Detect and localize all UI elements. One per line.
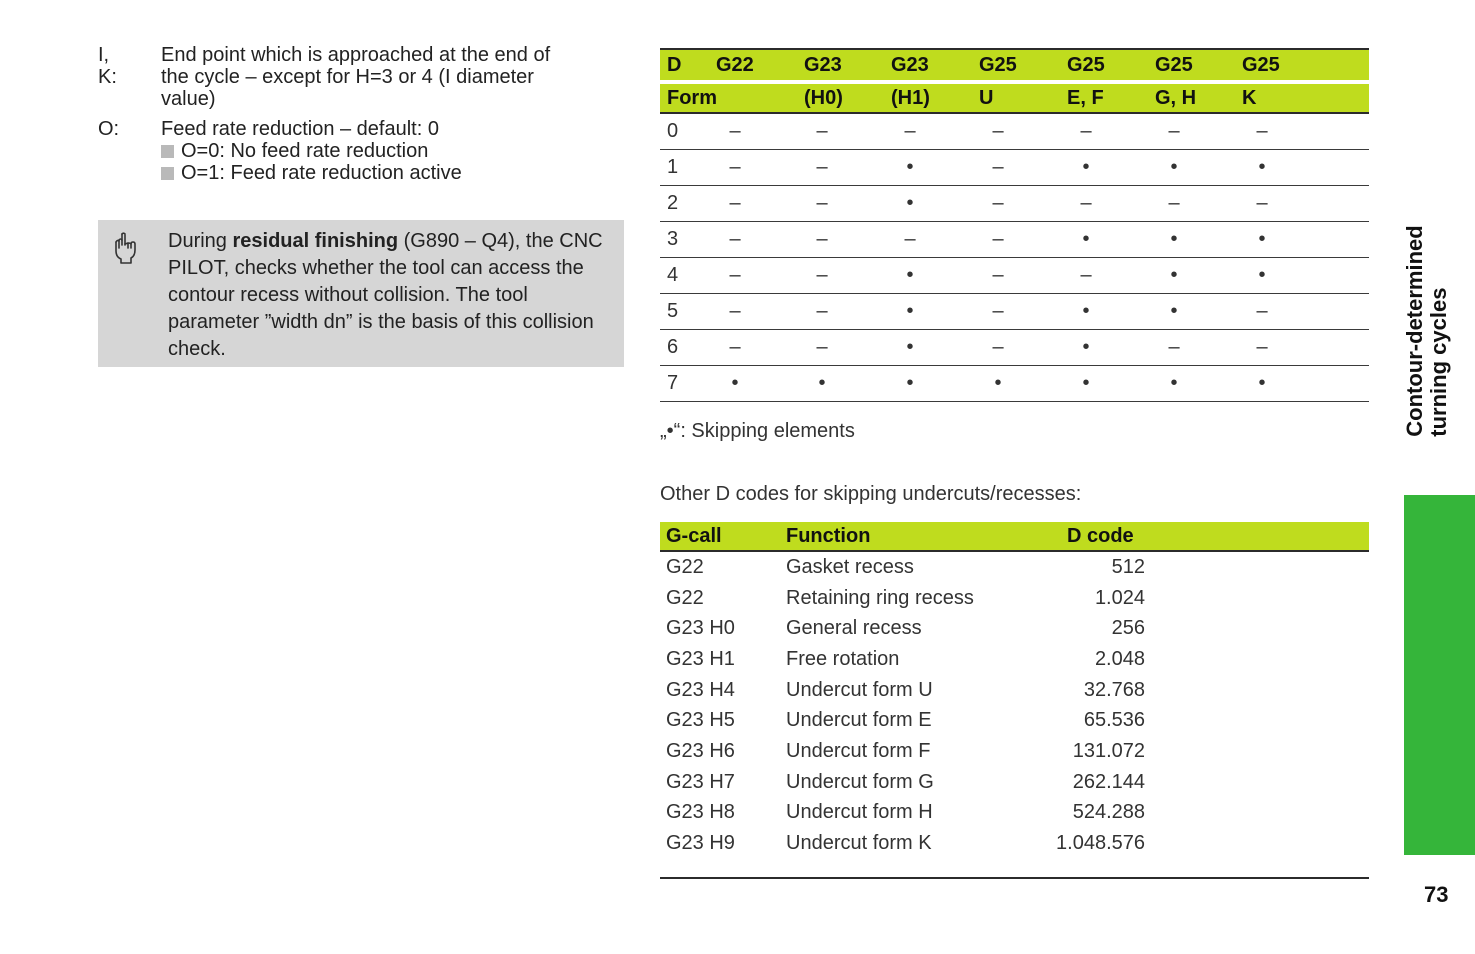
table-cell: • (906, 372, 914, 394)
param-desc-line: value) (161, 88, 216, 110)
table-header-cell: G23 (891, 53, 929, 76)
table-cell: – (1168, 120, 1180, 142)
table-header-cell: D code (1067, 524, 1134, 547)
note-box (98, 220, 624, 367)
table-row (660, 828, 1369, 859)
table-cell: • (818, 372, 826, 394)
table-row (660, 675, 1369, 706)
table-cell: • (906, 264, 914, 286)
table-cell: G23 H8 (666, 801, 735, 824)
param-desc-o (161, 118, 621, 184)
note-bold-term: residual finishing (232, 230, 399, 252)
table-cell: 2 (667, 192, 679, 214)
table-header-cell: G22 (716, 53, 754, 76)
chapter-title (1395, 200, 1459, 462)
table-header-cell: G-call (666, 524, 722, 547)
table-cell: • (1082, 336, 1090, 358)
table-body (660, 552, 1369, 859)
table-cell: • (1258, 372, 1266, 394)
table-cell: 6 (667, 336, 679, 358)
list-item-text: O=1: Feed rate reduction active (181, 162, 462, 184)
table-cell: – (1256, 300, 1268, 322)
note-text: During residual finishing (G890 – Q4), the CNC PILOT, checks whether the tool can access the contour recess without collision. The tool parameter ”width dn” is the basis of this collision check. (168, 230, 603, 360)
table-cell: • (906, 156, 914, 178)
table-row (660, 150, 1369, 186)
table-cell: – (816, 228, 828, 250)
table-cell: 32.768 (1083, 678, 1145, 701)
table-row (660, 114, 1369, 150)
table-cell: Undercut form U (786, 678, 933, 701)
table-body (660, 114, 1369, 402)
chapter-title-line: turning cycles (1426, 287, 1451, 437)
table-cell: Undercut form K (786, 832, 932, 855)
table-header-cell: G, H (1155, 86, 1197, 109)
table-header-cell: K (1242, 86, 1257, 109)
table-cell: Undercut form H (786, 801, 933, 824)
param-desc-line: Feed rate reduction – default: 0 (161, 118, 439, 140)
param-desc-line: End point which is approached at the end of (161, 44, 551, 66)
list-item (161, 140, 621, 162)
table-cell: – (992, 192, 1004, 214)
table-cell: 2.048 (1094, 647, 1145, 670)
chapter-title-line: Contour-determined (1402, 225, 1427, 437)
table-header-cell: G25 (1155, 53, 1193, 76)
table-legend: „•“: Skipping elements (660, 420, 855, 442)
table-cell: – (1168, 336, 1180, 358)
table-cell: • (1170, 156, 1178, 178)
table-cell: – (904, 120, 916, 142)
table-cell: – (816, 264, 828, 286)
table-header-cell: (H0) (804, 86, 843, 109)
table-cell: – (816, 300, 828, 322)
table-cell: • (1258, 156, 1266, 178)
table-cell: • (994, 372, 1002, 394)
table-cell: – (816, 336, 828, 358)
table-cell: • (1170, 264, 1178, 286)
table-cell: • (1258, 264, 1266, 286)
table-header-cell: Function (786, 524, 871, 547)
table-cell: • (1082, 300, 1090, 322)
table-row (660, 644, 1369, 675)
table-cell: – (729, 300, 741, 322)
table-cell: General recess (786, 617, 922, 640)
table-header-cell: G25 (1067, 53, 1105, 76)
table-cell: 512 (1111, 555, 1145, 578)
table-cell: Undercut form G (786, 770, 934, 793)
table-cell: – (1256, 192, 1268, 214)
table-header-cell: (H1) (891, 86, 930, 109)
table-cell: – (729, 264, 741, 286)
table-cell: Undercut form E (786, 709, 932, 732)
table-cell: G22 (666, 555, 704, 578)
table-cell: – (729, 228, 741, 250)
table-row (660, 583, 1369, 614)
table-cell: – (729, 192, 741, 214)
table-cell: • (1082, 228, 1090, 250)
table-cell: – (1080, 120, 1092, 142)
list-item-text: O=0: No feed rate reduction (181, 140, 429, 162)
table-cell: 524.288 (1072, 801, 1145, 824)
table-row (660, 366, 1369, 402)
table-cell: • (1170, 372, 1178, 394)
param-desc-ik (161, 44, 621, 110)
list-item (161, 162, 621, 184)
table-cell: – (992, 300, 1004, 322)
table-cell: – (816, 120, 828, 142)
table-cell: – (816, 192, 828, 214)
table-row (660, 258, 1369, 294)
table-row (660, 798, 1369, 829)
table-cell: • (906, 192, 914, 214)
table-row (660, 767, 1369, 798)
page-number: 73 (1424, 882, 1449, 907)
table-cell: • (1082, 372, 1090, 394)
table-cell: – (1168, 192, 1180, 214)
table-cell: 5 (667, 300, 679, 322)
table-row (660, 552, 1369, 583)
table-cell: – (729, 336, 741, 358)
table-row (660, 705, 1369, 736)
table-header-cell: G25 (1242, 53, 1280, 76)
table-cell: 262.144 (1072, 770, 1145, 793)
table-cell: – (729, 120, 741, 142)
table-cell: 256 (1111, 617, 1145, 640)
table-cell: G22 (666, 586, 704, 609)
chapter-tab (1404, 495, 1475, 855)
square-bullet-icon (161, 145, 174, 158)
table-cell: 65.536 (1083, 709, 1145, 732)
table-cell: 1.048.576 (1056, 832, 1145, 855)
table-cell: Retaining ring recess (786, 586, 974, 609)
table-cell: • (1258, 228, 1266, 250)
table-row (660, 736, 1369, 767)
table-row (660, 294, 1369, 330)
table-cell: – (992, 156, 1004, 178)
table-bottom-rule (660, 877, 1369, 879)
param-key-o: O: (98, 118, 120, 140)
table-cell: 1 (667, 156, 679, 178)
square-bullet-icon (161, 167, 174, 180)
table-cell: • (906, 336, 914, 358)
table-cell: 1.024 (1094, 586, 1145, 609)
table-header-cell: Form (667, 86, 717, 109)
table-row (660, 613, 1369, 644)
table-cell: G23 H1 (666, 647, 735, 670)
hand-pointing-icon (110, 232, 140, 264)
table-cell: – (992, 264, 1004, 286)
table-header-cell: D (667, 53, 682, 76)
table-cell: G23 H4 (666, 678, 735, 701)
table-header-cell: U (979, 86, 994, 109)
table-row (660, 330, 1369, 366)
table-header-cell: G23 (804, 53, 842, 76)
table-cell: Undercut form F (786, 739, 931, 762)
table-cell: 131.072 (1072, 739, 1145, 762)
table-cell: – (992, 120, 1004, 142)
table-cell: • (1170, 300, 1178, 322)
table-cell: • (906, 300, 914, 322)
table-cell: – (1080, 192, 1092, 214)
table-cell: Free rotation (786, 647, 900, 670)
table-cell: – (1080, 264, 1092, 286)
table-header-row (660, 82, 1369, 114)
table-cell: – (992, 228, 1004, 250)
table-cell: 0 (667, 120, 679, 142)
table-cell: • (731, 372, 739, 394)
param-key-ik: I, K: (98, 44, 117, 88)
table-cell: – (816, 156, 828, 178)
table-cell: • (1082, 156, 1090, 178)
table-cell: 4 (667, 264, 679, 286)
table2-intro: Other D codes for skipping undercuts/recesses: (660, 483, 1082, 505)
table-header-row (660, 48, 1369, 80)
table-cell: – (992, 336, 1004, 358)
table-row (660, 186, 1369, 222)
table-cell: G23 H9 (666, 832, 735, 855)
skip-elements-table (660, 48, 1369, 402)
table-cell: • (1170, 228, 1178, 250)
table-header-cell: G25 (979, 53, 1017, 76)
table-cell: 7 (667, 372, 679, 394)
table-cell: 3 (667, 228, 679, 250)
table-header-cell: E, F (1067, 86, 1104, 109)
table-cell: – (1256, 336, 1268, 358)
table-header-row (660, 522, 1369, 552)
table-cell: – (904, 228, 916, 250)
table-cell: G23 H0 (666, 617, 735, 640)
table-row (660, 222, 1369, 258)
param-desc-line: the cycle – except for H=3 or 4 (I diameter (161, 66, 534, 88)
table-cell: G23 H6 (666, 739, 735, 762)
table-cell: G23 H5 (666, 709, 735, 732)
table-cell: – (1256, 120, 1268, 142)
table-cell: G23 H7 (666, 770, 735, 793)
table-cell: Gasket recess (786, 555, 914, 578)
d-codes-table (660, 522, 1369, 859)
table-cell: – (729, 156, 741, 178)
